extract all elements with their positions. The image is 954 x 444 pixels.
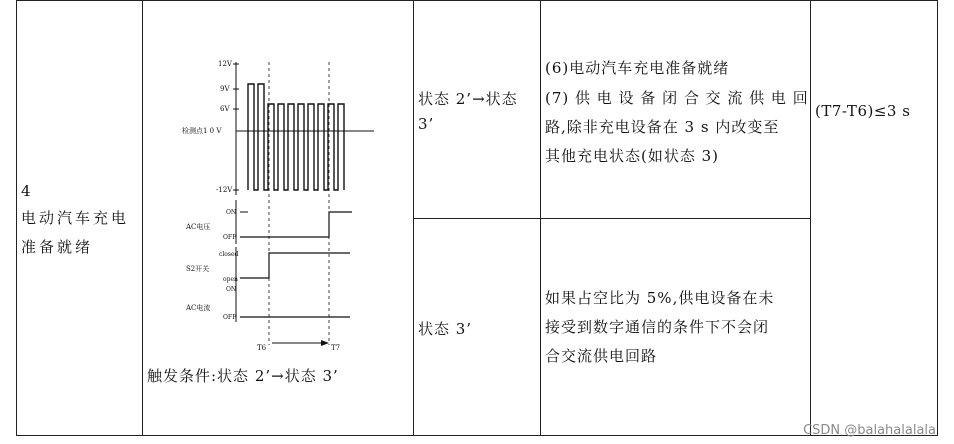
row-index: 4 [21, 182, 32, 200]
t7-label: T7 [331, 344, 341, 352]
y-label-12v: 12V [218, 60, 232, 68]
table-border-right [937, 0, 938, 436]
t6-label: T6 [257, 344, 267, 352]
upper-state-line1: 状态 2’→状态 [418, 90, 518, 108]
row-title-line2: 准备就绪 [21, 238, 94, 256]
ac-current-on-label: ON [226, 286, 237, 293]
ac-relay-on-label: ON [226, 209, 237, 216]
s2-signal [240, 253, 350, 278]
s2-closed-label: closed [219, 251, 239, 258]
watermark: CSDN @balahalalala [803, 423, 936, 438]
table-col-divider-3 [540, 0, 541, 436]
ac-relay-label: AC电压 [186, 223, 211, 231]
lower-desc-line1: 如果占空比为 5%,供电设备在未 [545, 289, 775, 307]
y-label-9v: 9V [220, 85, 230, 93]
y-label-6v: 6V [220, 105, 230, 113]
upper-desc-line1: (6)电动汽车充电准备就绪 [545, 59, 730, 77]
y-label-neg12v: -12V [216, 186, 233, 194]
time-condition: (T7-T6)≤3 s [815, 102, 911, 120]
table-top-border [16, 0, 938, 1]
table-border-left [16, 0, 17, 436]
timing-diagram [143, 50, 413, 360]
ac-relay-signal [240, 212, 352, 237]
upper-state-line2: 3’ [418, 115, 435, 133]
lower-desc-line3: 合交流供电回路 [545, 347, 658, 365]
table-row-divider [413, 218, 810, 219]
trigger-condition: 触发条件:状态 2’→状态 3’ [147, 367, 339, 385]
ac-current-label: AC电流 [186, 304, 211, 312]
ac-relay-off-label: OFF [223, 234, 237, 241]
ac-current-off-label: OFF [223, 314, 237, 321]
upper-desc-line3: 路,除非充电设备在 3 s 内改变至 [545, 118, 780, 136]
table-bottom-border [16, 435, 938, 436]
interval-arrow-head [321, 340, 329, 346]
s2-switch-label: S2开关 [186, 265, 210, 273]
lower-state: 状态 3’ [418, 320, 473, 338]
pwm-waveform [248, 84, 344, 190]
upper-desc-line2: (7) 供 电 设 备 闭 合 交 流 供 电 回 [545, 89, 809, 107]
upper-desc-line4: 其他充电状态(如状态 3) [545, 147, 720, 165]
row-title-line1: 电动汽车充电 [21, 209, 130, 227]
table-col-divider-2 [413, 0, 414, 436]
table-col-divider-4 [810, 0, 811, 436]
lower-desc-line2: 接受到数字通信的条件下不会闭 [545, 318, 770, 336]
y-label-detect: 检测点1 0 V [182, 127, 222, 135]
s2-open-label: open [223, 276, 238, 283]
